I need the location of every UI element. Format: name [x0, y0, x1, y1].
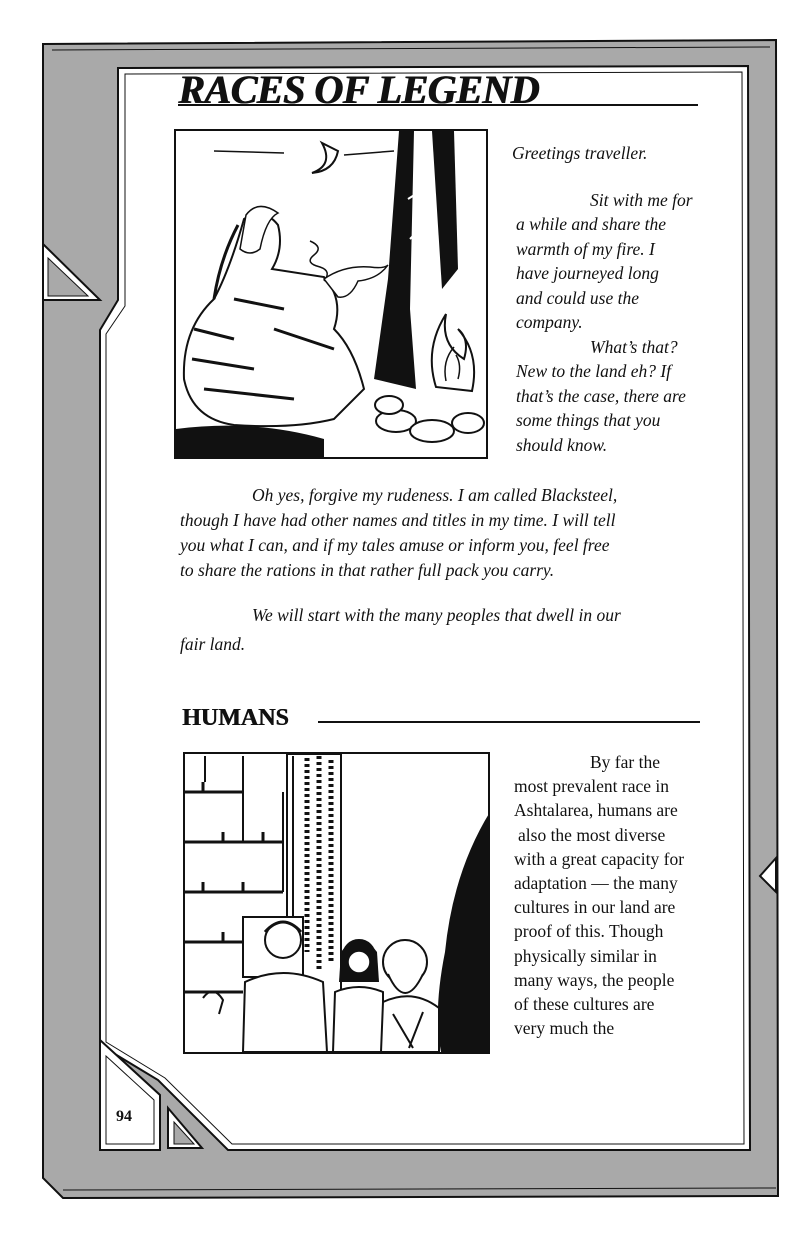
greeting-line: a while and share the — [516, 214, 667, 234]
intro-paragraph-1 — [180, 483, 617, 583]
greeting-line: Sit with me for — [590, 189, 693, 210]
paragraph-line: you what I can, and if my tales amuse or inform you, feel free — [180, 535, 610, 555]
greeting-line: and could use the — [516, 287, 639, 308]
humans-line: physically similar in — [514, 945, 657, 966]
humans-line: with a great capacity for — [514, 848, 685, 869]
page-title: RACES OF LEGEND — [178, 67, 539, 112]
greeting-line: some things that you — [516, 410, 661, 430]
humans-line: of these cultures are — [514, 994, 655, 1015]
greeting-line: that’s the case, there are — [516, 385, 686, 406]
intro-paragraph-2 — [180, 601, 621, 659]
humans-line: most prevalent race in — [514, 776, 670, 797]
greeting-line: warmth of my fire. I — [516, 238, 655, 259]
greeting-line: What’s that? — [590, 336, 678, 357]
section-heading-humans: HUMANS — [182, 705, 289, 731]
paragraph-line: to share the rations in that rather full pack you carry. — [180, 560, 555, 580]
humans-line: many ways, the people — [514, 969, 675, 990]
greeting-line: New to the land eh? If — [516, 361, 672, 381]
humans-line: By far the — [590, 752, 660, 772]
greeting-line: company. — [516, 312, 583, 332]
humans-line: also the most diverse — [518, 824, 666, 845]
humans-line: Ashtalarea, humans are — [514, 800, 678, 821]
greeting-column — [512, 141, 693, 457]
humans-line: adaptation — the many — [514, 873, 678, 894]
campfire-illustration — [174, 129, 488, 459]
greeting-line: Greetings traveller. — [512, 143, 648, 163]
paragraph-line: though I have had other names and titles in my time. I will tell — [180, 510, 616, 530]
greeting-line: should know. — [516, 434, 608, 455]
paragraph-line: We will start with the many peoples that dwell in our — [252, 605, 621, 625]
humans-line: very much the — [514, 1018, 615, 1039]
humans-line: proof of this. Though — [514, 921, 664, 942]
humans-text-column — [514, 750, 684, 1040]
paragraph-line: fair land. — [180, 634, 246, 654]
page-number: 94 — [116, 1108, 132, 1125]
title-rule — [178, 104, 698, 106]
paragraph-line: Oh yes, forgive my rudeness. I am called Blacksteel, — [252, 485, 618, 505]
greeting-line: have journeyed long — [516, 263, 659, 283]
section-rule — [318, 721, 700, 723]
humans-line: cultures in our land are — [514, 897, 676, 918]
humans-illustration — [183, 752, 490, 1054]
